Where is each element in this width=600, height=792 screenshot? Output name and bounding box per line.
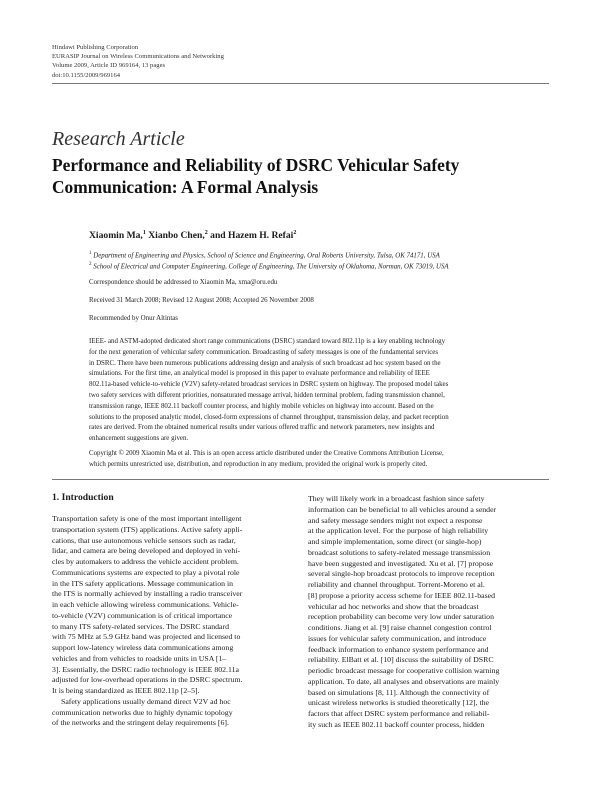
body-line: feedback information to enhance system performance and — [308, 644, 489, 654]
body-line: ity such as IEEE 802.11 backoff counter process, hidden — [308, 719, 485, 729]
author-affiliation-mark: 1 — [142, 230, 146, 236]
publisher-line: Hindawi Publishing Corporation — [52, 44, 139, 51]
body-line: broadcast solutions to safety-related message transmission — [308, 547, 491, 557]
author-name: and Hazem H. Refai — [210, 230, 294, 242]
affiliation-2 — [89, 262, 449, 270]
body-line: to-vehicle (V2V) communication is of critical importance — [52, 610, 233, 620]
volume-line: Volume 2009, Article ID 969164, 13 pages — [52, 62, 166, 70]
right-column — [308, 494, 550, 731]
doi-line: doi:10.1155/2009/969164 — [52, 71, 121, 79]
recommended-by: Recommended by Onur Altintas — [89, 315, 178, 322]
body-line: at the application level. For the purpose of high reliability — [308, 526, 489, 536]
abstract-line: for the next generation of vehicular safety communication. Broadcasting of safety messages is one of the fundamental services — [89, 348, 439, 356]
paper-title — [52, 155, 552, 198]
body-line: Communications systems are expected to play a pivotal role — [52, 567, 240, 577]
journal-header — [52, 43, 224, 80]
body-line: transportation system (ITS) applications. Active safety appli- — [52, 524, 243, 534]
body-line: Safety applications usually demand direct V2V ad hoc — [61, 696, 231, 706]
section-rule — [52, 479, 549, 480]
author-name: Xianbo Chen, — [148, 230, 205, 242]
body-line: factors that affect DSRC system performance and reliabil- — [308, 709, 490, 718]
affiliation-1 — [89, 251, 440, 259]
body-line: cles by automakers to address the vehicle accident problem. — [52, 557, 239, 566]
author-affiliation-mark: 2 — [204, 230, 208, 236]
correspondence: Correspondence should be addressed to Xiaomin Ma, xma@oru.edu — [89, 279, 278, 286]
affiliation-mark: 1 — [89, 251, 92, 256]
header-rule — [52, 83, 549, 84]
body-line: adjusted for low-overhead operations in the DSRC spectrum. — [52, 675, 243, 685]
body-line: reception probability can become very low under saturation — [308, 612, 494, 622]
body-line: with 75 MHz at 5.9 GHz band was projected and licensed to — [52, 632, 241, 642]
abstract-line: rates are derived. From the obtained numerical results under various offered traffic and network parameters, new insights and — [89, 424, 435, 432]
body-line: in the ITS safety applications. Message communication in — [52, 578, 234, 588]
body-line: have been suggested and investigated. Xu et al. [7] propose — [308, 558, 494, 568]
body-line: periodic broadcast message for cooperative collision warning — [308, 666, 500, 675]
author-name: Xiaomin Ma, — [89, 230, 143, 242]
affiliation-text: School of Electrical and Computer Engineering, College of Engineering, The University of Oklahoma, Norman, OK 73019, USA — [93, 263, 449, 271]
body-line: 3]. Essentially, the DSRC radio technology is IEEE 802.11a — [52, 664, 239, 674]
body-line: It is being standardized as IEEE 802.11p [2–5]. — [52, 686, 200, 695]
title-line: Communication: A Formal Analysis — [52, 176, 319, 197]
received-dates: Received 31 March 2008; Revised 12 August 2008; Accepted 26 November 2008 — [89, 297, 314, 304]
title-line: Performance and Reliability of DSRC Vehicular Safety — [52, 155, 460, 175]
abstract-line: simulations. For the first time, an analytical model is proposed in this paper to evaluate performance and reliability of IEEE — [89, 370, 430, 378]
body-line: application. To date, all analyses and observations are mainly — [308, 676, 500, 686]
body-line: based on simulations [8, 11]. Although the connectivity of — [308, 687, 490, 697]
body-line: of the networks and the stringent delay requirements [6]. — [52, 718, 229, 728]
abstract-line: in DSRC. There have been numerous publications addressing design and analysis of such broadcast ad hoc system based on the — [89, 359, 441, 367]
abstract — [89, 337, 549, 445]
section-heading: 1. Introduction — [52, 492, 114, 503]
affiliation-mark: 2 — [89, 262, 92, 267]
copyright-line: Copyright © 2009 Xiaomin Ma et al. This is an open access article distributed under the Creative Commons Attribution License, — [89, 450, 444, 457]
left-column — [52, 514, 294, 729]
body-line: support low-latency wireless data communications among — [52, 643, 234, 652]
body-line: conditions. Jiang et al. [9] raise channel congestion control — [308, 623, 492, 632]
body-line: and safety message senders might not expect a response — [308, 515, 483, 525]
body-line: cations, that use autonomous vehicle sensors such as radar, — [52, 535, 236, 545]
body-line: issues for vehicular safety communication, and introduce — [308, 633, 487, 643]
author-list — [89, 230, 296, 241]
body-line: vehicular ad hoc networks and show that the broadcast — [308, 601, 479, 611]
body-line: the ITS is normally achieved by installing a radio transceiver — [52, 589, 243, 599]
body-line: reliability. ElBatt et al. [10] discuss the suitability of DSRC — [308, 655, 494, 665]
author-affiliation-mark: 2 — [293, 230, 297, 236]
copyright-notice — [89, 449, 549, 471]
body-line: to many ITS safety-related services. The DSRC standard — [52, 621, 229, 631]
body-line: and simple implementation, some direct (or single-hop) — [308, 537, 482, 546]
abstract-line: two safety services with different priorities, nonsaturated message arrival, hidden terminal problem, fading transmission channel, — [89, 391, 445, 399]
body-line: [8] propose a priority access scheme for IEEE 802.11-based — [308, 590, 495, 600]
body-line: communication networks due to highly dynamic topology — [52, 707, 233, 717]
abstract-line: solutions to the proposed analytic model, closed-form expressions of channel throughput, transmission delay, and packet reception — [89, 413, 449, 421]
body-line: lidar, and camera are being developed and deployed in vehi- — [52, 546, 241, 556]
body-line: vehicles and from vehicles to roadside units in USA [1– — [52, 653, 227, 663]
body-line: several single-hop broadcast protocols to improve reception — [308, 569, 495, 579]
copyright-line: which permits unrestricted use, distribution, and reproduction in any medium, provided the original work is properly cited. — [89, 460, 428, 468]
body-line: Transportation safety is one of the most important intelligent — [52, 514, 242, 523]
body-line: They will likely work in a broadcast fashion since safety — [308, 494, 485, 503]
abstract-line: transmission range, IEEE 802.11 backoff counter process, and highly mobile vehicles on highway into account. Based on the — [89, 402, 434, 410]
body-line: unicast wireless networks is studied theoretically [12], the — [308, 698, 490, 708]
abstract-line: 802.11a-based vehicle-to-vehicle (V2V) safety-related broadcast services in DSRC system on highway. The proposed model takes — [89, 381, 449, 389]
abstract-line: enhancement suggestions are given. — [89, 435, 189, 443]
body-line: in each vehicle allowing wireless communications. Vehicle- — [52, 600, 239, 609]
affiliation-text: Department of Engineering and Physics, School of Science and Engineering, Oral Roberts University, Tulsa, OK 74171, USA — [93, 252, 440, 260]
abstract-line: IEEE- and ASTM-adopted dedicated short range communications (DSRC) standard toward 802.11p is a key enabling technology — [89, 338, 446, 345]
journal-line: EURASIP Journal on Wireless Communications and Networking — [52, 53, 224, 61]
article-type: Research Article — [52, 128, 185, 150]
body-line: reliability and channel throughput. Torrent-Moreno et al. — [308, 580, 485, 589]
body-line: information can be beneficial to all vehicles around a sender — [308, 504, 497, 514]
